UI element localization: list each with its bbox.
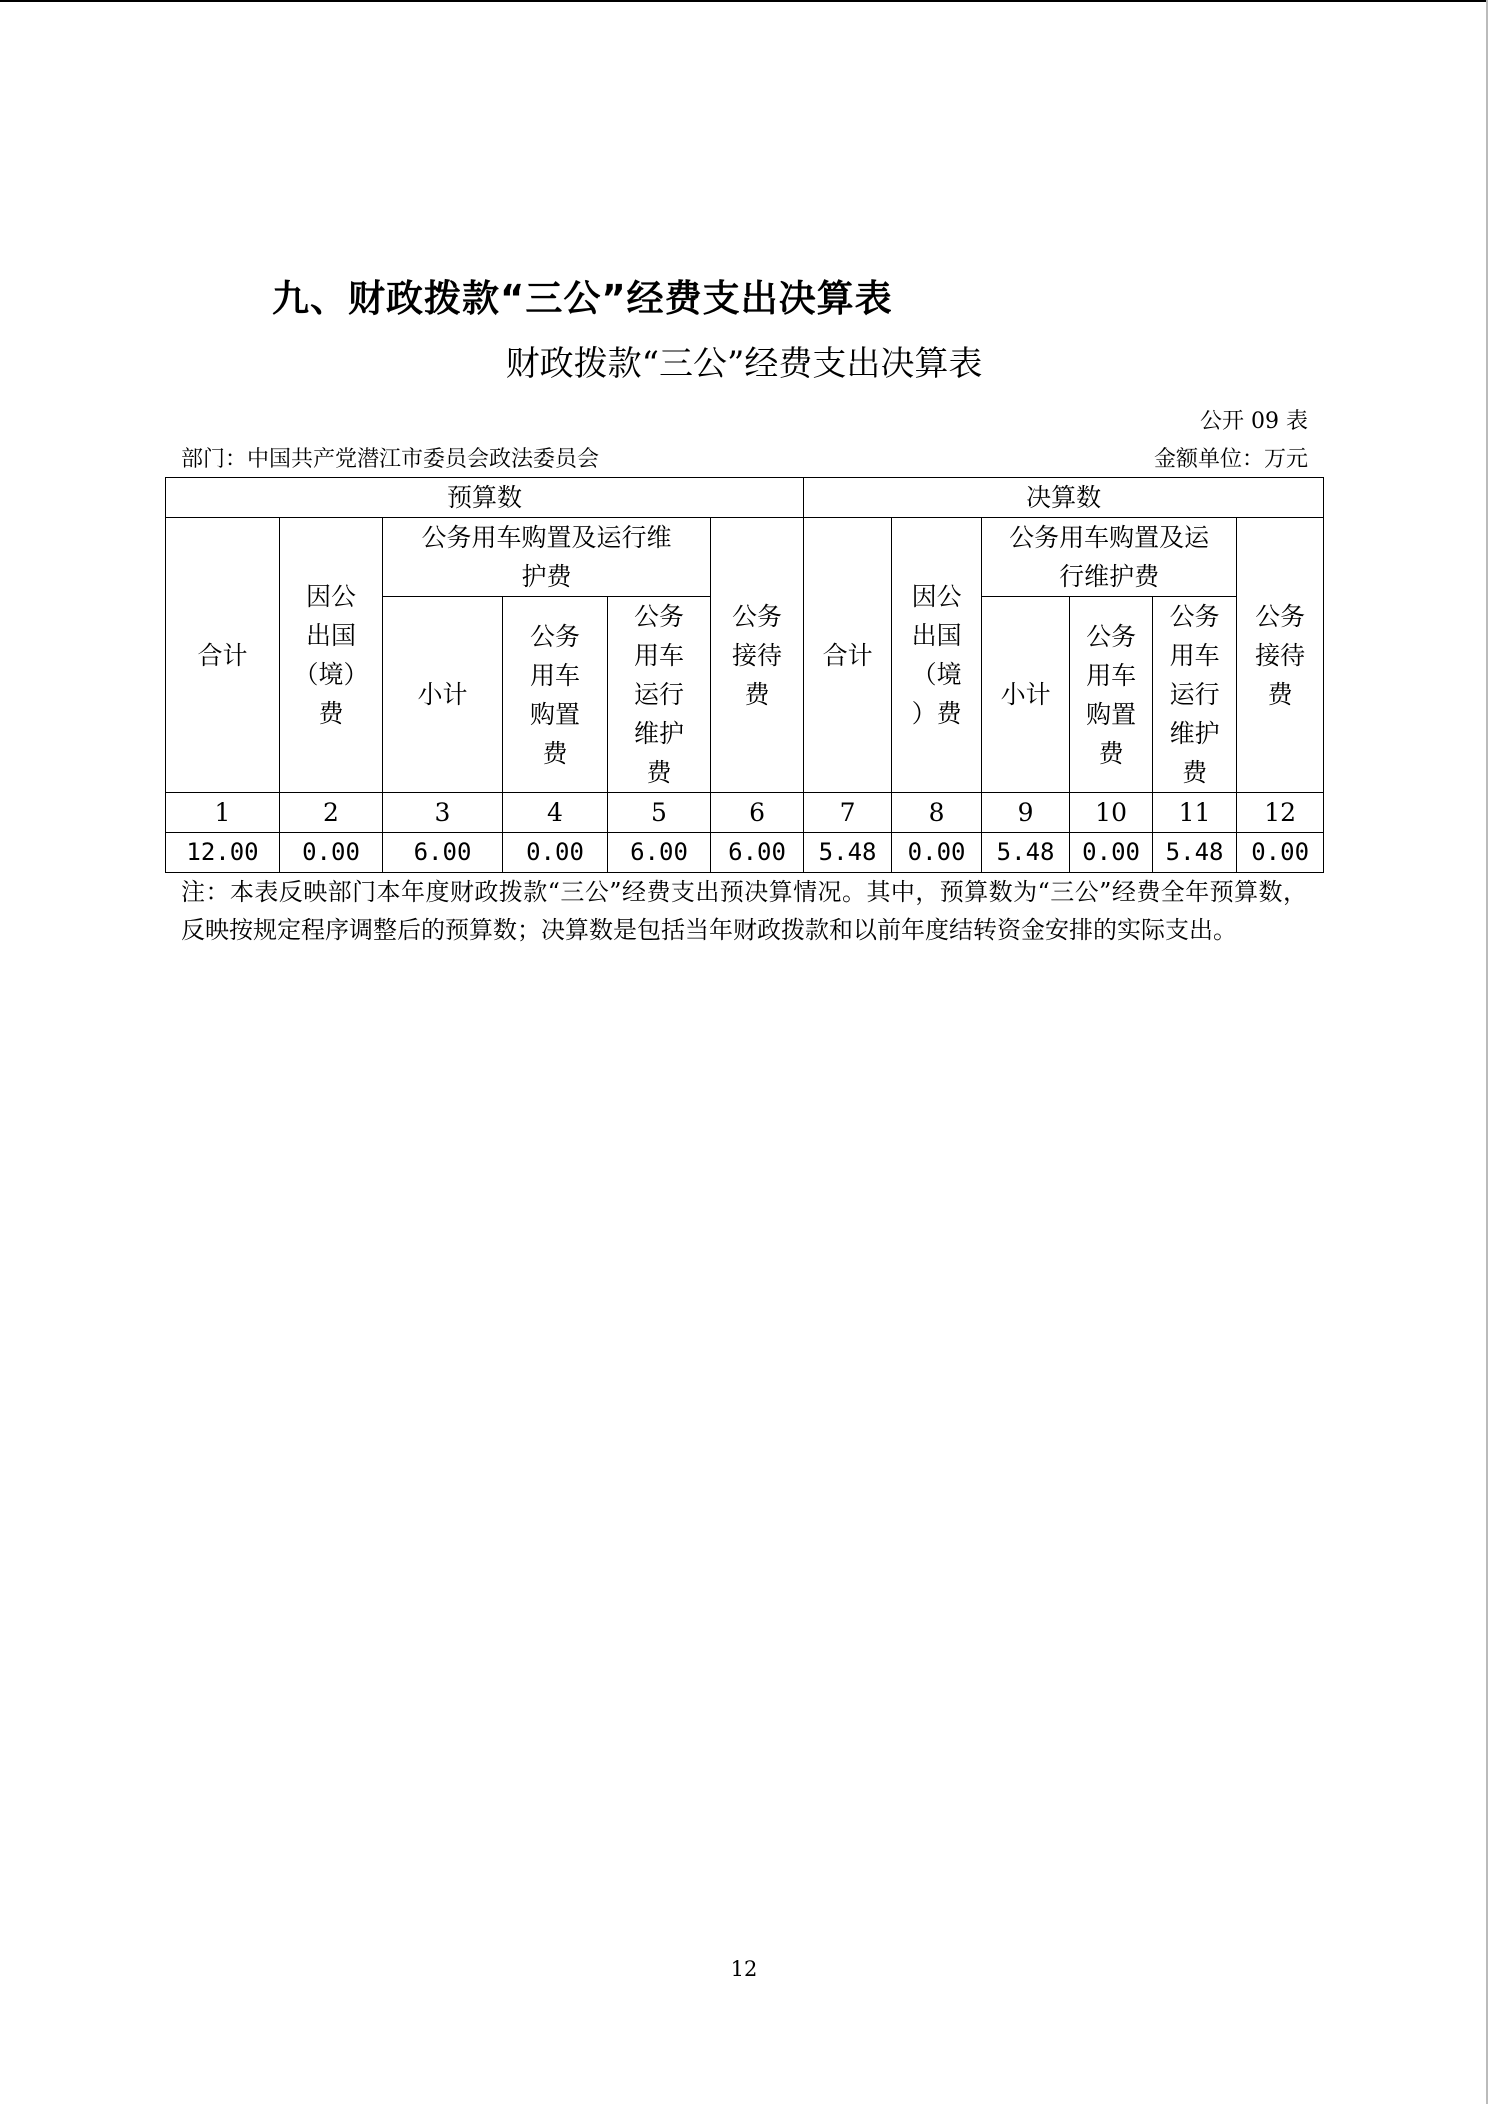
final-subtotal-header: 小计 bbox=[982, 597, 1070, 793]
budget-abroad-header: 因公 出国 （境） 费 bbox=[280, 518, 383, 793]
three-public-expenses-table bbox=[165, 477, 1324, 873]
column-index: 8 bbox=[892, 793, 982, 833]
column-index: 10 bbox=[1070, 793, 1153, 833]
column-index: 5 bbox=[608, 793, 711, 833]
column-index-row bbox=[166, 793, 1324, 833]
final-group-header: 决算数 bbox=[804, 478, 1324, 518]
budget-vehicle-operation-value: 6.00 bbox=[608, 833, 711, 873]
column-index: 3 bbox=[383, 793, 503, 833]
budget-operation-header: 公务 用车 运行 维护 费 bbox=[608, 597, 711, 793]
budget-reception-header: 公务 接待 费 bbox=[711, 518, 804, 793]
column-index: 4 bbox=[503, 793, 608, 833]
form-code: 公开 09 表 bbox=[1200, 409, 1308, 434]
budget-vehicle-group-header: 公务用车购置及运行维 护费 bbox=[383, 518, 711, 597]
final-abroad-header: 因公 出国 （境 ）费 bbox=[892, 518, 982, 793]
column-index: 1 bbox=[166, 793, 280, 833]
page-top-border bbox=[0, 0, 1488, 2]
department-label: 部门：中国共产党潜江市委员会政法委员会 bbox=[181, 447, 600, 472]
budget-group-header: 预算数 bbox=[166, 478, 804, 518]
budget-subtotal-header: 小计 bbox=[383, 597, 503, 793]
budget-reception-value: 6.00 bbox=[711, 833, 804, 873]
final-vehicle-subtotal-value: 5.48 bbox=[982, 833, 1070, 873]
column-index: 9 bbox=[982, 793, 1070, 833]
column-index: 2 bbox=[280, 793, 383, 833]
final-reception-header: 公务 接待 费 bbox=[1237, 518, 1324, 793]
final-vehicle-group-header: 公务用车购置及运 行维护费 bbox=[982, 518, 1237, 597]
column-index: 12 bbox=[1237, 793, 1324, 833]
final-vehicle-purchase-value: 0.00 bbox=[1070, 833, 1153, 873]
section-heading: 九、财政拨款“三公”经费支出决算表 bbox=[272, 277, 893, 320]
column-index: 7 bbox=[804, 793, 892, 833]
final-purchase-header: 公务 用车 购置 费 bbox=[1070, 597, 1153, 793]
table-note: 注：本表反映部门本年度财政拨款“三公”经费支出预决算情况。其中，预算数为“三公”经费全年预算数，反映按规定程序调整后的预算数；决算数是包括当年财政拨款和以前年度结转资金安排的实际支出。 bbox=[181, 878, 1307, 944]
budget-abroad-value: 0.00 bbox=[280, 833, 383, 873]
page-number: 12 bbox=[730, 1957, 758, 1981]
budget-purchase-header: 公务 用车 购置 费 bbox=[503, 597, 608, 793]
final-reception-value: 0.00 bbox=[1237, 833, 1324, 873]
budget-vehicle-subtotal-value: 6.00 bbox=[383, 833, 503, 873]
final-total-value: 5.48 bbox=[804, 833, 892, 873]
budget-vehicle-purchase-value: 0.00 bbox=[503, 833, 608, 873]
table-title: 财政拨款“三公”经费支出决算表 bbox=[505, 344, 983, 384]
budget-total-header: 合计 bbox=[166, 518, 280, 793]
final-vehicle-operation-value: 5.48 bbox=[1153, 833, 1237, 873]
final-total-header: 合计 bbox=[804, 518, 892, 793]
column-header-row bbox=[166, 518, 1324, 597]
group-header-row bbox=[166, 478, 1324, 518]
values-row bbox=[166, 833, 1324, 873]
budget-total-value: 12.00 bbox=[166, 833, 280, 873]
final-abroad-value: 0.00 bbox=[892, 833, 982, 873]
column-index: 6 bbox=[711, 793, 804, 833]
amount-unit-label: 金额单位：万元 bbox=[1153, 447, 1308, 472]
column-index: 11 bbox=[1153, 793, 1237, 833]
final-operation-header: 公务 用车 运行 维护 费 bbox=[1153, 597, 1237, 793]
